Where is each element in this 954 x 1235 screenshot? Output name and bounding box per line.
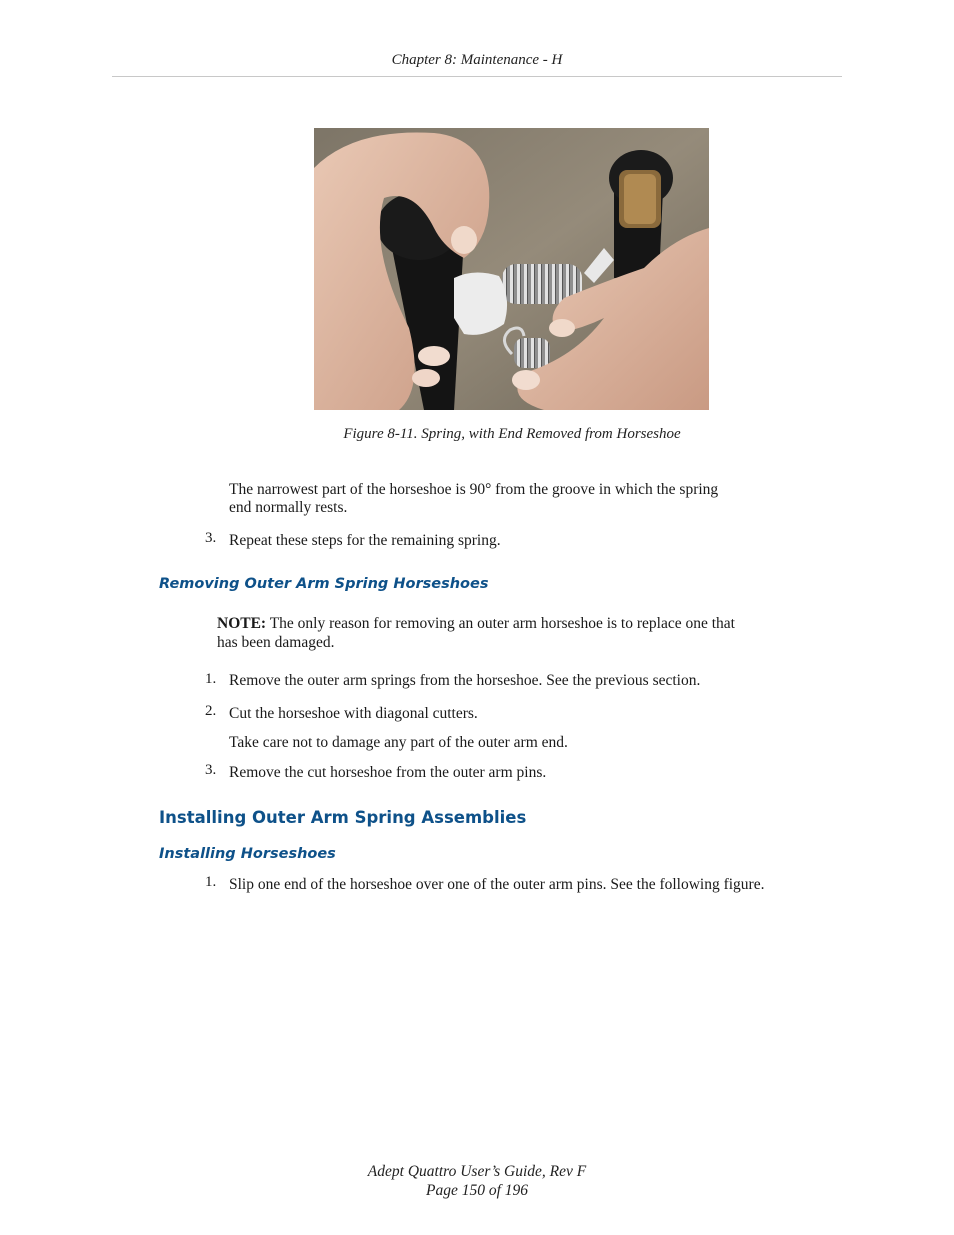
step-number: 2. [205,703,217,719]
note-text: The only reason for removing an outer arm horseshoe is to replace one that [266,615,735,632]
note-narrowest-line1: The narrowest part of the horseshoe is 90° from the groove in which the spring [229,481,719,498]
note-block-line2: has been damaged. [217,634,335,651]
step-subtext: Take care not to damage any part of the outer arm end. [229,734,568,751]
step-text: Repeat these steps for the remaining spring. [229,532,501,549]
section-heading-installing: Installing Outer Arm Spring Assemblies [159,808,527,827]
note-block-line1 [217,614,735,633]
horseshoe-part [454,272,507,334]
step-number: 3. [205,762,217,778]
step-text: Remove the outer arm springs from the horseshoe. See the previous section. [229,672,701,689]
step-text: Slip one end of the horseshoe over one of the outer arm pins. See the following figure. [229,876,765,893]
footer-guide: Adept Quattro User’s Guide, Rev F [367,1163,587,1180]
note-narrowest-line2: end normally rests. [229,499,348,516]
spring-lower [514,338,550,368]
page-header: Chapter 8: Maintenance - H [391,52,563,68]
header-rule [112,76,842,77]
step-number: 1. [205,874,217,890]
step-number: 1. [205,671,217,687]
step-text: Remove the cut horseshoe from the outer arm pins. [229,764,547,781]
section-heading-removing: Removing Outer Arm Spring Horseshoes [159,576,489,592]
footer-page-number: Page 150 of 196 [425,1182,529,1199]
figure-caption: Figure 8-11. Spring, with End Removed from Horseshoe [343,426,681,442]
figure-photo [314,128,709,410]
spring-horseshoe-photo [314,128,709,410]
subsection-heading-horseshoes: Installing Horseshoes [159,846,336,862]
step-number: 3. [205,530,217,546]
note-label: NOTE: [217,615,267,632]
step-text: Cut the horseshoe with diagonal cutters. [229,705,478,722]
